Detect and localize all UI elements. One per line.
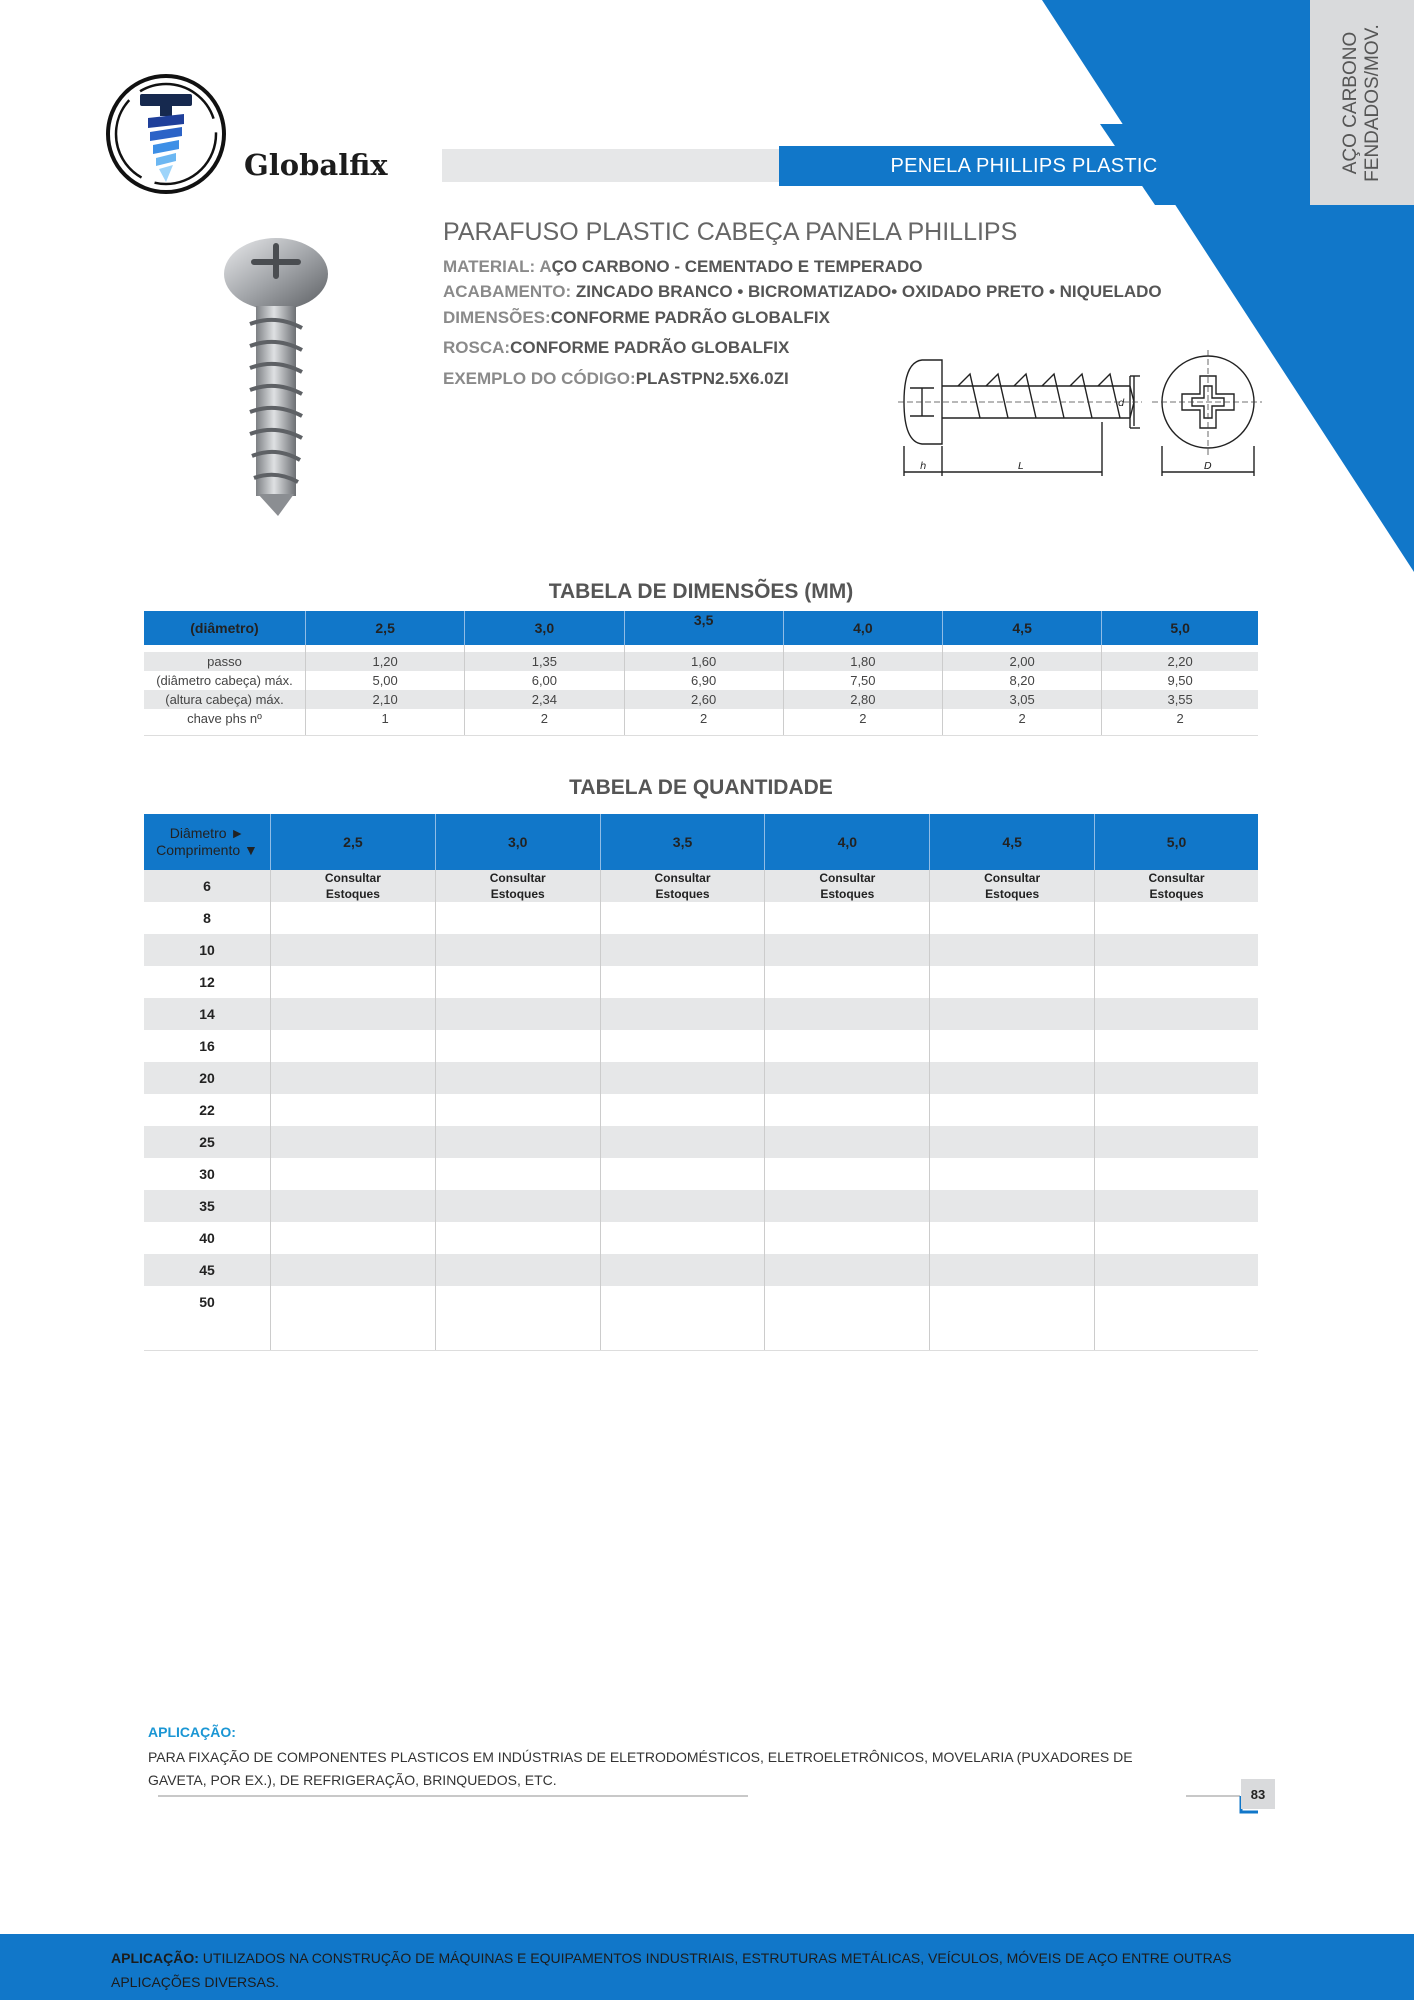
quantity-cell (600, 1222, 765, 1254)
table-cell: 2,80 (783, 690, 942, 709)
table-row (144, 1318, 1258, 1351)
quantity-cell (930, 1158, 1095, 1190)
dimensions-table (144, 611, 1258, 736)
quantity-cell (765, 1094, 930, 1126)
globalfix-logo-icon (104, 72, 228, 196)
quantity-cell (1095, 1062, 1258, 1094)
table-cell: 2,00 (943, 652, 1102, 671)
quantity-cell (930, 1062, 1095, 1094)
quantity-cell (435, 870, 600, 902)
table-spacer (144, 645, 1258, 652)
brand-name: Globalfix (244, 148, 388, 182)
quantity-cell (435, 1254, 600, 1286)
spec-thread-label: ROSCA: (443, 338, 511, 357)
table-row (144, 1062, 1258, 1094)
quantity-cell (271, 902, 436, 934)
table-row (144, 1254, 1258, 1286)
quantity-cell (1095, 934, 1258, 966)
quantity-cell (930, 1222, 1095, 1254)
table-cell: 5,00 (306, 671, 465, 690)
quantity-cell (271, 1190, 436, 1222)
quantity-cell (1095, 870, 1258, 902)
table-cell: 2 (1176, 711, 1184, 726)
quantity-cell (930, 1286, 1095, 1318)
quantity-cell (271, 870, 436, 902)
table-row (144, 1286, 1258, 1318)
spec-code-value: PLASTPN2.5X6.0ZI (635, 369, 789, 388)
empty-cell (1095, 1318, 1258, 1351)
quantity-cell (271, 1062, 436, 1094)
footer-description: UTILIZADOS NA CONSTRUÇÃO DE MÁQUINAS E EQUIPAMENTOS INDUSTRIAIS, ESTRUTURAS METÁLICAS, VEÍCULOS, MÓVEIS DE AÇO ENTRE OUTRAS APLICAÇÕES DIVERSAS. (111, 1950, 1232, 1990)
dimensions-header-cell: 2,5 (306, 611, 465, 645)
length-cell: 40 (144, 1222, 271, 1254)
quantity-cell (765, 998, 930, 1030)
quantity-cell (600, 870, 765, 902)
length-cell: 20 (144, 1062, 271, 1094)
quantity-cell (930, 998, 1095, 1030)
header-grey-bar (442, 149, 782, 182)
quantity-cell (435, 1062, 600, 1094)
consult-stock-line1: Consultar (489, 871, 546, 885)
table-row (144, 1126, 1258, 1158)
spec-finish-label: ACABAMENTO: (443, 282, 576, 301)
side-category-label (1310, 0, 1414, 205)
spec-thread (443, 338, 789, 358)
page-number: 83 (1241, 1779, 1275, 1809)
table-cell: 2,20 (1102, 652, 1258, 671)
quantity-cell (930, 870, 1095, 902)
spec-finish-value: ZINCADO BRANCO • BICROMATIZADO• OXIDADO PRETO • NIQUELADO (575, 282, 1162, 301)
table-cell: chave phs nº (144, 709, 306, 728)
quantity-cell (765, 1126, 930, 1158)
length-cell: 8 (144, 902, 271, 934)
quantity-cell (1095, 1094, 1258, 1126)
quantity-header-row (144, 814, 1258, 870)
quantity-cell (765, 1190, 930, 1222)
table-row (144, 1222, 1258, 1254)
quantity-cell (271, 1286, 436, 1318)
quantity-cell (435, 902, 600, 934)
quantity-header-cell: 3,0 (435, 814, 600, 870)
quantity-cell (1095, 1158, 1258, 1190)
quantity-cell (435, 1286, 600, 1318)
quantity-cell (765, 1286, 930, 1318)
spec-finish (443, 282, 1162, 302)
table-cell: 2 (943, 709, 1102, 728)
quantity-cell (600, 1254, 765, 1286)
dimensions-header-cell: 3,0 (465, 611, 624, 645)
empty-cell (930, 1318, 1095, 1351)
table-cell: 1,60 (624, 652, 783, 671)
dimensions-header-cell: 4,5 (943, 611, 1102, 645)
length-cell: 35 (144, 1190, 271, 1222)
quantity-cell (765, 934, 930, 966)
table-cell: (altura cabeça) máx. (144, 690, 306, 709)
quantity-cell (271, 1222, 436, 1254)
table-row (144, 966, 1258, 998)
table-row (144, 934, 1258, 966)
quantity-cell (271, 1158, 436, 1190)
quantity-cell (600, 1094, 765, 1126)
table-cell: 1,35 (465, 652, 624, 671)
table-row (144, 1190, 1258, 1222)
length-cell: 45 (144, 1254, 271, 1286)
quantity-cell (930, 1254, 1095, 1286)
quantity-header-cell: 4,5 (930, 814, 1095, 870)
quantity-cell (1095, 902, 1258, 934)
quantity-cell (765, 1158, 930, 1190)
quantity-cell (930, 1030, 1095, 1062)
quantity-cell (930, 1094, 1095, 1126)
table-cell: 9,50 (1167, 673, 1193, 688)
consult-stock-line1: Consultar (1148, 871, 1205, 885)
quantity-cell (435, 1126, 600, 1158)
table-row (144, 709, 1258, 728)
quantity-cell (600, 966, 765, 998)
length-cell: 50 (144, 1286, 271, 1318)
consult-stock-line2: Estoques (490, 887, 545, 901)
quantity-cell (930, 902, 1095, 934)
quantity-table (144, 814, 1258, 1351)
table-cell: passo (144, 652, 306, 671)
quantity-cell (600, 998, 765, 1030)
drawing-label-L: L (1018, 461, 1024, 472)
table-cell: 2,10 (306, 690, 465, 709)
spec-material-value: ÇO CARBONO - CEMENTADO E TEMPERADO (551, 257, 923, 276)
quantity-cell (435, 1222, 600, 1254)
quantity-cell (435, 1030, 600, 1062)
quantity-header-cell: 5,0 (1095, 814, 1258, 870)
table-cell: 8,20 (943, 671, 1102, 690)
footer-label: APLICAÇÃO: (111, 1950, 199, 1966)
table-row (144, 1094, 1258, 1126)
dimensions-table-title: TABELA DE DIMENSÕES (MM) (548, 580, 854, 603)
quantity-cell (765, 1254, 930, 1286)
length-cell: 10 (144, 934, 271, 966)
table-cell: 6,00 (465, 671, 624, 690)
quantity-table-title: TABELA DE QUANTIDADE (569, 776, 833, 799)
quantity-cell (435, 1094, 600, 1126)
quantity-cell (600, 1158, 765, 1190)
table-cell: 2 (783, 709, 942, 728)
quantity-cell (1095, 1286, 1258, 1318)
application-title: APLICAÇÃO: (148, 1724, 236, 1740)
quantity-cell (271, 1254, 436, 1286)
consult-stock-line2: Estoques (985, 887, 1040, 901)
drawing-label-h: h (920, 461, 927, 472)
empty-cell (271, 1318, 436, 1351)
drawing-label-D: D (1204, 461, 1212, 472)
quantity-cell (930, 966, 1095, 998)
consult-stock-line2: Estoques (820, 887, 875, 901)
quantity-header-cell: 3,5 (600, 814, 765, 870)
table-cell: 3,55 (1102, 690, 1258, 709)
table-cell: (diâmetro cabeça) máx. (144, 671, 306, 690)
table-spacer (144, 728, 1258, 736)
quantity-cell (600, 1190, 765, 1222)
application-text: PARA FIXAÇÃO DE COMPONENTES PLASTICOS EM INDÚSTRIAS DE ELETRODOMÉSTICOS, ELETROELETRÔNICOS, MOVELARIA (PUXADORES DE GAVETA, POR EX.), DE REFRIGERAÇÃO, BRINQUEDOS, ETC. (148, 1749, 1133, 1788)
quantity-cell (271, 934, 436, 966)
table-cell: 2,34 (465, 690, 624, 709)
consult-stock-line2: Estoques (1149, 887, 1204, 901)
quantity-cell (1095, 1126, 1258, 1158)
consult-stock-line1: Consultar (984, 871, 1041, 885)
quantity-cell (930, 1190, 1095, 1222)
quantity-cell (765, 902, 930, 934)
product-title: PARAFUSO PLASTIC CABEÇA PANELA PHILLIPS (443, 218, 1018, 246)
table-cell: 2,60 (624, 690, 783, 709)
table-row (144, 652, 1258, 671)
table-cell: 3,05 (943, 690, 1102, 709)
table-row (144, 998, 1258, 1030)
table-cell: 1 (306, 709, 465, 728)
table-cell: 7,50 (783, 671, 942, 690)
quantity-cell (435, 934, 600, 966)
product-line-banner: PENELA PHILLIPS PLASTIC (779, 146, 1269, 186)
table-row (144, 671, 1258, 690)
quantity-cell (271, 998, 436, 1030)
corner-diameter-label: Diâmetro ► (169, 825, 245, 841)
quantity-cell (1095, 1030, 1258, 1062)
quantity-cell (765, 1030, 930, 1062)
empty-cell (435, 1318, 600, 1351)
quantity-cell (600, 902, 765, 934)
quantity-cell (600, 1062, 765, 1094)
quantity-header-cell: 4,0 (765, 814, 930, 870)
side-category-line1: AÇO CARBONO (1340, 31, 1362, 174)
spec-material (443, 257, 922, 277)
length-cell: 25 (144, 1126, 271, 1158)
consult-stock-line1: Consultar (819, 871, 876, 885)
consult-stock-line1: Consultar (324, 871, 381, 885)
quantity-cell (600, 934, 765, 966)
empty-cell (765, 1318, 930, 1351)
length-cell: 16 (144, 1030, 271, 1062)
quantity-cell (271, 1030, 436, 1062)
corner-length-label: Comprimento ▼ (156, 842, 258, 858)
dimensions-header-cell: 3,5 (624, 611, 783, 645)
quantity-cell (1095, 1222, 1258, 1254)
quantity-cell (1095, 998, 1258, 1030)
length-cell: 14 (144, 998, 271, 1030)
spec-dimensions (443, 308, 830, 328)
length-cell: 30 (144, 1158, 271, 1190)
quantity-cell (1095, 966, 1258, 998)
quantity-cell (271, 1094, 436, 1126)
quantity-cell (600, 1030, 765, 1062)
table-cell: 2 (465, 709, 624, 728)
table-cell: 2 (624, 709, 783, 728)
technical-drawing (898, 346, 1263, 482)
spec-dimensions-label: DIMENSÕES: (443, 308, 551, 327)
quantity-cell (765, 1222, 930, 1254)
quantity-cell (435, 1158, 600, 1190)
length-cell: 22 (144, 1094, 271, 1126)
spec-material-label: MATERIAL: A (443, 257, 552, 276)
table-row (144, 870, 1258, 902)
quantity-cell (600, 1126, 765, 1158)
table-cell: 6,90 (624, 671, 783, 690)
table-cell: 1,80 (783, 652, 942, 671)
dimensions-header-cell: 4,0 (783, 611, 942, 645)
table-row (144, 1030, 1258, 1062)
quantity-cell (435, 998, 600, 1030)
dimensions-header-cell: (diâmetro) (144, 611, 306, 645)
quantity-cell (271, 1126, 436, 1158)
length-cell: 6 (144, 870, 271, 902)
quantity-cell (600, 1286, 765, 1318)
quantity-cell (435, 966, 600, 998)
quantity-cell (1095, 1190, 1258, 1222)
table-row (144, 690, 1258, 709)
table-row (144, 1158, 1258, 1190)
empty-cell (144, 1318, 271, 1351)
quantity-header-cell: 2,5 (271, 814, 436, 870)
length-cell: 12 (144, 966, 271, 998)
quantity-cell (765, 1062, 930, 1094)
quantity-cell (930, 1126, 1095, 1158)
spec-code (443, 369, 789, 389)
drawing-label-d: d (1118, 398, 1125, 409)
consult-stock-line2: Estoques (325, 887, 380, 901)
dimensions-header-cell: 5,0 (1102, 611, 1258, 645)
side-category-line2: FENDADOS/MOV. (1362, 23, 1384, 182)
quantity-corner-cell (144, 814, 271, 870)
quantity-table-body (144, 870, 1258, 1351)
quantity-cell (1095, 1254, 1258, 1286)
dimensions-header-row (144, 611, 1258, 645)
empty-cell (600, 1318, 765, 1351)
quantity-cell (765, 870, 930, 902)
spec-code-label: EXEMPLO DO CÓDIGO: (443, 369, 636, 388)
consult-stock-line1: Consultar (654, 871, 711, 885)
footer-text (111, 1946, 1311, 1994)
table-cell: 1,20 (306, 652, 465, 671)
quantity-cell (435, 1190, 600, 1222)
table-row (144, 902, 1258, 934)
quantity-cell (271, 966, 436, 998)
spec-dimensions-value: CONFORME PADRÃO GLOBALFIX (550, 308, 830, 327)
spec-thread-value: CONFORME PADRÃO GLOBALFIX (510, 338, 790, 357)
screw-photo (214, 232, 339, 522)
consult-stock-line2: Estoques (655, 887, 710, 901)
quantity-cell (765, 966, 930, 998)
quantity-cell (930, 934, 1095, 966)
